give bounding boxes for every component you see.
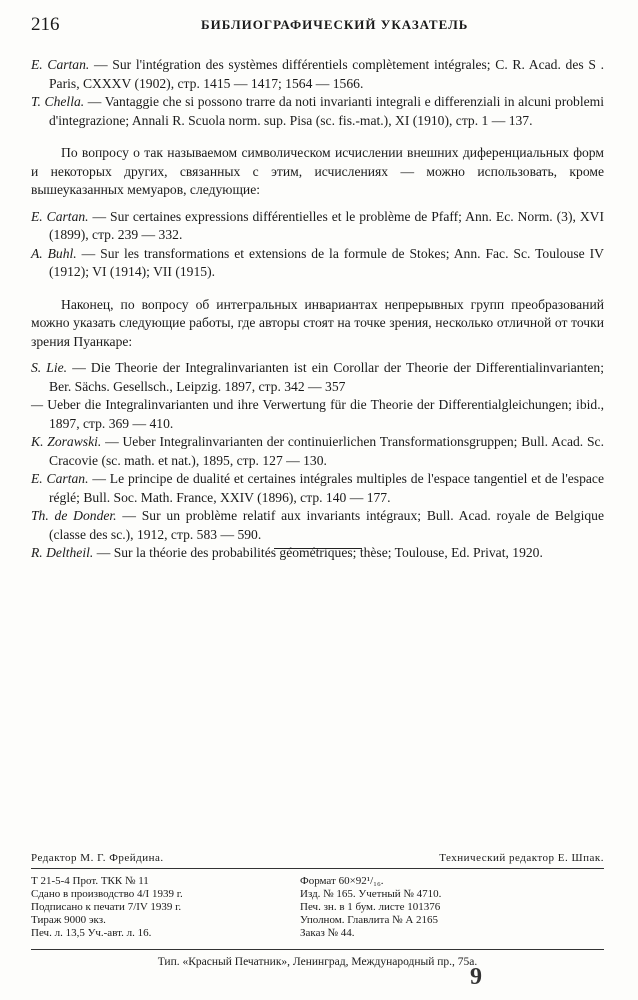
printer-line: Тип. «Красный Печатник», Ленинград, Международный пр., 75а. [157, 956, 478, 968]
imprint-right-column [300, 875, 600, 940]
editor-credit: Редактор М. Г. Фрейдина. [31, 852, 164, 864]
reference-entry: E. Cartan. — Sur certaines expressions différentielles et le problème de Pfaff; Ann. Ec. Norm. (3), XVI (1899), стр. 239 — 332. [31, 208, 604, 242]
imprint-details [31, 875, 604, 950]
reference-entry: A. Buhl. — Sur les transformations et extensions de la formule de Stokes; Ann. Fac. Sc. Toulouse IV (1912); VI (1914); VII (1915). [31, 245, 604, 279]
reference-group-1 [31, 56, 604, 130]
reference-entry: R. Deltheil. — Sur la théorie des probabilités géométriques; thèse; Toulouse, Ed. Privat, 1920. [31, 545, 543, 560]
page-header [31, 14, 606, 36]
colophon [31, 852, 604, 969]
reference-group-3 [31, 359, 604, 563]
reference-entry: T. Chella. — Vantaggie che si possono trarre da noti invarianti integrali e differenziali in alcuni problemi d'integrazione; Annali R. Scuola norm. sup. Pisa (sc. fis.-mat.), XI (1910), стр. 1 — 137. [31, 94, 604, 128]
imprint-line: Т 21-5-4 Прот. ТКК № 11 [31, 875, 149, 887]
imprint-line: Подписано к печати 7/IV 1939 г. [31, 901, 182, 913]
imprint-line: Уполном. Главлита № А 2165 [300, 914, 439, 926]
reference-entry: E. Cartan. — Le principe de dualité et certaines intégrales multiples de l'espace tangentiel et de l'espace réglé; Bull. Soc. Math. France, XXIV (1896), стр. 140 — 177. [31, 471, 604, 505]
page-number: 216 [31, 14, 60, 35]
reference-entry: Th. de Donder. — Sur un problème relatif aux invariants intégraux; Bull. Acad. royale de Belgique (classe des sc.), 1912, стр. 583 — 590. [31, 508, 604, 542]
editors-line [31, 852, 604, 869]
running-title: БИБЛИОГРАФИЧЕСКИЙ УКАЗАТЕЛЬ [201, 17, 469, 32]
imprint-line: Заказ № 44. [300, 927, 355, 939]
reference-group-2 [31, 208, 604, 282]
reference-entry: S. Lie. — Die Theorie der Integralinvarianten ist ein Corollar der Theorie der Differentialinvarianten; Ber. Sächs. Gesellsch., Leipzig. 1897, стр. 342 — 357 [31, 360, 604, 394]
paragraph-integral-invariants: Наконец, по вопросу об интегральных инвариантах непрерывных групп преобразований можно указать следующие работы, где авторы стоят на точке зрения, несколько отличной от точки зрения Пуанкаре: [31, 296, 604, 349]
reference-entry: — Ueber die Integralinvarianten und ihre Verwertung für die Theorie der Differentialgleichungen; ibid., 1897, стр. 369 — 410. [31, 397, 604, 431]
end-rule-divider [274, 548, 362, 549]
reference-entry: K. Zorawski. — Ueber Integralinvarianten der continuierlichen Transformationsgruppen; Bull. Acad. Sc. Cracovie (sc. math. et nat.), 1895, стр. 127 — 130. [31, 434, 604, 468]
imprint-line: Тираж 9000 экз. [31, 914, 106, 926]
imprint-line: Печ. зн. в 1 бум. листе 101376 [300, 901, 441, 913]
reference-entry: E. Cartan. — Sur l'intégration des systèmes différentiels complètement intégrales; C. R. Acad. des S . Paris, CXXXV (1902), стр. 1415 — 1417; 1564 — 1566. [31, 57, 604, 91]
paragraph-symbolic-calculus: По вопросу о так называемом символическом исчислении внешних диференциальных форм и некоторых других, связанных с этим, исчислениях — можно использовать, кроме вышеуказанных мемуаров, следующие: [31, 145, 604, 197]
bibliography-text [31, 56, 604, 563]
tech-editor-credit: Технический редактор Е. Шпак. [439, 852, 604, 864]
imprint-line: Изд. № 165. Учетный № 4710. [300, 888, 442, 900]
imprint-line: Формат 60×92¹/₁₆. [300, 875, 384, 887]
imprint-line: Печ. л. 13,5 Уч.-авт. л. 16. [31, 927, 152, 939]
sheet-signature-mark: 9 [470, 964, 482, 990]
imprint-left-column [31, 875, 301, 940]
imprint-line: Сдано в производство 4/I 1939 г. [31, 888, 183, 900]
